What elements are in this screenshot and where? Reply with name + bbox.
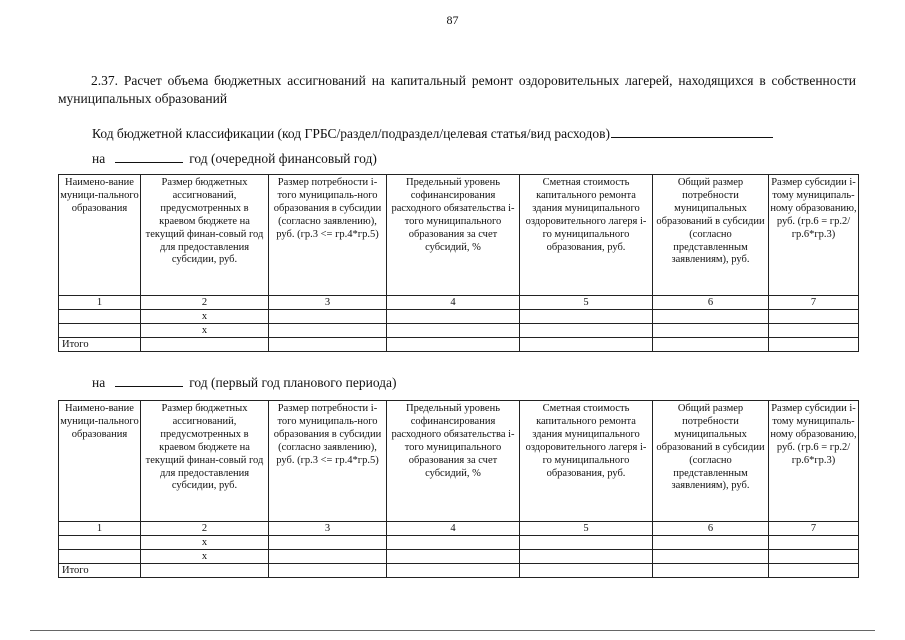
table-cell: х — [141, 550, 269, 564]
budget-code-line — [92, 125, 862, 142]
table-row — [59, 324, 859, 338]
header-cell: Сметная стоимость капитального ремонта здания муниципального оздоровительного лагеря i-го муниципального образования, руб. — [520, 401, 653, 522]
column-number: 4 — [387, 522, 520, 536]
year-prefix: на — [92, 375, 106, 390]
table-cell: х — [141, 536, 269, 550]
table-cell[interactable] — [769, 338, 859, 352]
header-cell: Размер бюджетных ассигнований, предусмотренных в краевом бюджете на текущий финан-совый год для предоставления субсидии, руб. — [141, 175, 269, 296]
table-cell[interactable] — [387, 324, 520, 338]
header-row — [59, 175, 859, 296]
table-cell[interactable] — [141, 338, 269, 352]
column-number-row — [59, 296, 859, 310]
table-cell[interactable] — [59, 550, 141, 564]
subsidy-table-2 — [58, 400, 859, 578]
header-cell: Размер потребности i-того муниципаль-ного образования в субсидии (согласно заявлению), руб. (гр.3 <= гр.4*гр.5) — [269, 175, 387, 296]
header-cell: Наимено-вание муници-пального образования — [59, 175, 141, 296]
column-number: 5 — [520, 296, 653, 310]
header-cell: Общий размер потребности муниципальных образований в субсидии (согласно представленным заявлениям), руб. — [653, 175, 769, 296]
table-cell[interactable] — [387, 536, 520, 550]
table-row — [59, 536, 859, 550]
column-number: 7 — [769, 296, 859, 310]
budget-code-blank[interactable] — [611, 125, 773, 138]
table-cell[interactable] — [520, 324, 653, 338]
table-cell[interactable] — [387, 338, 520, 352]
header-cell: Наимено-вание муници-пального образования — [59, 401, 141, 522]
table-cell[interactable] — [653, 564, 769, 578]
column-number: 3 — [269, 296, 387, 310]
total-label: Итого — [59, 338, 141, 352]
table-cell[interactable] — [769, 310, 859, 324]
table-cell[interactable] — [387, 310, 520, 324]
table-cell[interactable] — [520, 564, 653, 578]
table-cell[interactable] — [520, 338, 653, 352]
page-number: 87 — [446, 13, 459, 27]
column-number: 6 — [653, 522, 769, 536]
column-number-row — [59, 522, 859, 536]
table-cell[interactable] — [653, 550, 769, 564]
column-number: 1 — [59, 296, 141, 310]
table-cell[interactable] — [520, 550, 653, 564]
total-row — [59, 338, 859, 352]
table-cell[interactable] — [520, 536, 653, 550]
table-cell[interactable] — [520, 310, 653, 324]
table-cell[interactable] — [269, 536, 387, 550]
column-number: 2 — [141, 522, 269, 536]
bottom-divider — [30, 630, 875, 631]
table-cell[interactable] — [59, 324, 141, 338]
column-number: 5 — [520, 522, 653, 536]
table-cell[interactable] — [769, 324, 859, 338]
table-cell[interactable] — [59, 536, 141, 550]
header-cell: Размер потребности i-того муниципаль-ного образования в субсидии (согласно заявлению), руб. (гр.3 <= гр.4*гр.5) — [269, 401, 387, 522]
table-cell: х — [141, 310, 269, 324]
table-cell[interactable] — [653, 536, 769, 550]
table-row — [59, 550, 859, 564]
table-cell[interactable] — [653, 324, 769, 338]
header-cell: Размер субсидии i-тому муниципаль-ному образованию, руб. (гр.6 = гр.2/гр.6*гр.3) — [769, 401, 859, 522]
total-label: Итого — [59, 564, 141, 578]
total-row — [59, 564, 859, 578]
table-cell[interactable] — [653, 310, 769, 324]
column-number: 4 — [387, 296, 520, 310]
year-line-2 — [92, 374, 397, 391]
year-line-1 — [92, 150, 377, 167]
year-blank[interactable] — [115, 150, 183, 163]
header-cell: Размер бюджетных ассигнований, предусмотренных в краевом бюджете на текущий финан-совый год для предоставления субсидии, руб. — [141, 401, 269, 522]
year-suffix: год (очередной финансовый год) — [189, 151, 377, 166]
table-cell[interactable] — [141, 564, 269, 578]
budget-code-label: Код бюджетной классификации (код ГРБС/раздел/подраздел/целевая статья/вид расходов) — [92, 126, 610, 141]
column-number: 2 — [141, 296, 269, 310]
table-cell[interactable] — [387, 550, 520, 564]
table-cell[interactable] — [269, 564, 387, 578]
column-number: 7 — [769, 522, 859, 536]
table-cell[interactable] — [269, 338, 387, 352]
section-heading: 2.37. Расчет объема бюджетных ассигнований на капитальный ремонт оздоровительных лагерей, находящихся в собственности муниципальных образований — [58, 73, 856, 106]
header-row — [59, 401, 859, 522]
table-cell[interactable] — [269, 550, 387, 564]
table-cell[interactable] — [269, 324, 387, 338]
year-prefix: на — [92, 151, 106, 166]
header-cell: Общий размер потребности муниципальных образований в субсидии (согласно представленным заявлениям), руб. — [653, 401, 769, 522]
table-cell[interactable] — [59, 310, 141, 324]
column-number: 6 — [653, 296, 769, 310]
column-number: 3 — [269, 522, 387, 536]
table-cell[interactable] — [769, 550, 859, 564]
subsidy-table-1 — [58, 174, 859, 352]
table-cell[interactable] — [769, 536, 859, 550]
table-row — [59, 310, 859, 324]
column-number: 1 — [59, 522, 141, 536]
header-cell: Предельный уровень софинансирования расходного обязательства i-того муниципального образования за счет субсидий, % — [387, 401, 520, 522]
year-suffix: год (первый год планового периода) — [189, 375, 397, 390]
table-cell[interactable] — [269, 310, 387, 324]
table-cell: х — [141, 324, 269, 338]
header-cell: Размер субсидии i-тому муниципаль-ному образованию, руб. (гр.6 = гр.2/гр.6*гр.3) — [769, 175, 859, 296]
header-cell: Сметная стоимость капитального ремонта здания муниципального оздоровительного лагеря i-го муниципального образования, руб. — [520, 175, 653, 296]
year-blank[interactable] — [115, 374, 183, 387]
table-cell[interactable] — [653, 338, 769, 352]
table-cell[interactable] — [387, 564, 520, 578]
header-cell: Предельный уровень софинансирования расходного обязательства i-того муниципального образования за счет субсидий, % — [387, 175, 520, 296]
table-cell[interactable] — [769, 564, 859, 578]
